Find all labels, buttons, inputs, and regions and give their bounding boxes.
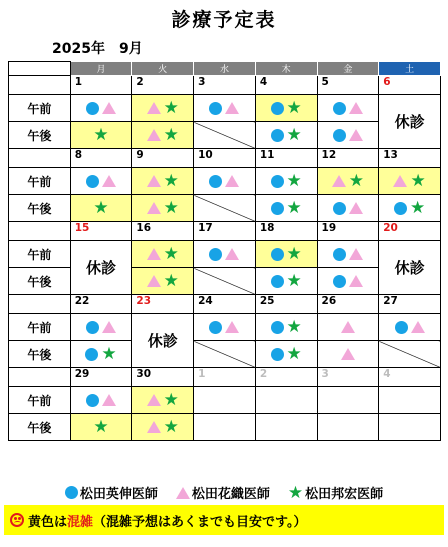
date-row-label — [9, 222, 71, 241]
triangle-icon — [102, 321, 116, 333]
slot-marks — [256, 95, 317, 121]
circle-icon — [86, 394, 99, 407]
pm-slot — [194, 341, 256, 368]
frown-face-icon — [10, 513, 24, 527]
slot-marks — [318, 268, 379, 294]
triangle-icon — [147, 248, 161, 260]
legend-star — [288, 483, 383, 502]
am-slot — [70, 95, 132, 122]
am-label: 午前 — [9, 241, 71, 268]
star-icon: ★ — [163, 244, 179, 264]
circle-icon — [209, 248, 222, 261]
pm-slot — [132, 195, 194, 222]
date-cell: 6 — [379, 76, 441, 95]
am-slot — [255, 241, 317, 268]
pm-slot — [255, 414, 317, 441]
star-icon: ★ — [286, 98, 302, 118]
circle-icon — [271, 202, 284, 215]
legend-triangle-label: 松田花織医師 — [191, 487, 270, 502]
legend-triangle — [176, 483, 270, 502]
note-prefix: 黄色は — [28, 514, 68, 530]
triangle-icon — [147, 202, 161, 214]
closed-label: 休診 — [394, 113, 425, 131]
circle-icon — [65, 486, 78, 499]
star-icon: ★ — [93, 417, 109, 437]
slot-marks — [71, 95, 132, 121]
date-cell: 10 — [194, 149, 256, 168]
weekday-header: 土 — [379, 62, 441, 76]
slot-marks — [256, 341, 317, 367]
slot-marks — [132, 122, 193, 148]
triangle-icon — [225, 248, 239, 260]
date-cell: 24 — [194, 295, 256, 314]
weekday-header: 月 — [70, 62, 132, 76]
pm-slot — [379, 341, 441, 368]
date-row-label — [9, 76, 71, 95]
pm-slot — [379, 414, 441, 441]
pm-slot — [317, 122, 379, 149]
pm-slot — [132, 268, 194, 295]
date-cell: 11 — [255, 149, 317, 168]
triangle-icon — [332, 175, 346, 187]
star-icon: ★ — [286, 271, 302, 291]
triangle-icon — [349, 275, 363, 287]
date-cell: 3 — [194, 76, 256, 95]
date-cell: 1 — [194, 368, 256, 387]
date-row-label — [9, 149, 71, 168]
am-slot — [132, 95, 194, 122]
closed-label: 休診 — [147, 332, 178, 350]
am-slot — [379, 168, 441, 195]
slot-marks — [318, 195, 379, 221]
circle-icon — [271, 175, 284, 188]
date-cell: 30 — [132, 368, 194, 387]
slot-marks — [71, 122, 132, 148]
circle-icon — [86, 175, 99, 188]
slot-marks — [71, 387, 132, 413]
circle-icon — [86, 102, 99, 115]
am-slot — [194, 314, 256, 341]
circle-icon — [86, 321, 99, 334]
am-slot — [132, 241, 194, 268]
star-icon: ★ — [163, 390, 179, 410]
triangle-icon — [102, 102, 116, 114]
pm-slot — [70, 195, 132, 222]
date-cell: 12 — [317, 149, 379, 168]
circle-icon — [333, 275, 346, 288]
date-cell: 3 — [317, 368, 379, 387]
date-row-label — [9, 295, 71, 314]
date-cell: 13 — [379, 149, 441, 168]
circle-icon — [333, 248, 346, 261]
date-cell: 4 — [379, 368, 441, 387]
triangle-icon — [147, 102, 161, 114]
star-icon: ★ — [286, 198, 302, 218]
am-label: 午前 — [9, 314, 71, 341]
triangle-icon — [102, 175, 116, 187]
star-icon: ★ — [409, 198, 426, 218]
slot-marks — [132, 168, 193, 194]
am-slot — [70, 387, 132, 414]
pm-slot — [70, 414, 132, 441]
star-icon: ★ — [163, 125, 179, 145]
closed-cell — [379, 241, 441, 295]
slot-marks — [71, 414, 132, 440]
circle-icon — [271, 102, 284, 115]
pm-slot — [255, 268, 317, 295]
triangle-icon — [147, 129, 161, 141]
am-slot — [379, 387, 441, 414]
am-slot — [194, 168, 256, 195]
pm-slot — [132, 414, 194, 441]
pm-slot — [194, 268, 256, 295]
pm-label: 午後 — [9, 195, 71, 222]
circle-icon — [333, 102, 346, 115]
am-slot — [194, 387, 256, 414]
slot-marks — [256, 268, 317, 294]
am-slot — [379, 314, 441, 341]
date-cell: 5 — [317, 76, 379, 95]
triangle-icon — [393, 175, 407, 187]
triangle-icon — [147, 394, 161, 406]
am-label: 午前 — [9, 95, 71, 122]
slot-marks — [132, 241, 193, 267]
slot-marks — [256, 195, 317, 221]
star-icon: ★ — [163, 198, 179, 218]
pm-label: 午後 — [9, 341, 71, 368]
slot-marks — [71, 314, 132, 340]
star-icon: ★ — [286, 317, 302, 337]
pm-slot — [317, 195, 379, 222]
pm-label: 午後 — [9, 122, 71, 149]
am-slot — [132, 168, 194, 195]
slot-marks — [318, 341, 379, 367]
slot-marks — [318, 241, 379, 267]
slot-marks — [256, 122, 317, 148]
slot-marks — [71, 195, 132, 221]
star-icon: ★ — [286, 244, 302, 264]
slot-marks — [71, 341, 132, 367]
slot-marks — [256, 241, 317, 267]
date-cell: 8 — [70, 149, 132, 168]
date-cell: 2 — [255, 368, 317, 387]
page-title: 診療予定表 — [171, 9, 277, 31]
star-icon: ★ — [286, 125, 302, 145]
am-slot — [255, 95, 317, 122]
date-cell: 27 — [379, 295, 441, 314]
weekday-header: 木 — [255, 62, 317, 76]
date-cell: 23 — [132, 295, 194, 314]
star-icon: ★ — [410, 171, 426, 191]
star-icon: ★ — [101, 344, 117, 364]
slot-marks — [71, 168, 132, 194]
slot-marks — [194, 95, 255, 121]
slot-marks — [379, 195, 440, 221]
pm-slot — [317, 268, 379, 295]
triangle-icon — [147, 275, 161, 287]
slot-marks — [256, 168, 317, 194]
date-cell: 22 — [70, 295, 132, 314]
pm-label: 午後 — [9, 268, 71, 295]
date-cell: 16 — [132, 222, 194, 241]
pm-slot — [255, 341, 317, 368]
triangle-icon — [225, 175, 239, 187]
circle-icon — [271, 348, 284, 361]
circle-icon — [271, 248, 284, 261]
am-slot — [132, 387, 194, 414]
am-slot — [317, 387, 379, 414]
date-cell: 20 — [379, 222, 441, 241]
pm-slot — [194, 195, 256, 222]
month-label: 2025年 9月 — [52, 41, 143, 57]
slot-marks — [132, 268, 193, 294]
circle-icon — [333, 129, 346, 142]
star-icon: ★ — [348, 171, 364, 191]
circle-icon — [271, 321, 284, 334]
slot-marks — [132, 387, 193, 413]
pm-slot — [70, 341, 132, 368]
pm-slot — [70, 122, 132, 149]
circle-icon — [394, 202, 407, 215]
star-icon: ★ — [163, 417, 179, 437]
am-slot — [317, 314, 379, 341]
triangle-icon — [225, 321, 239, 333]
slot-marks — [379, 168, 440, 194]
circle-icon — [209, 175, 222, 188]
star-icon: ★ — [287, 482, 304, 503]
circle-icon — [395, 321, 408, 334]
am-slot — [255, 387, 317, 414]
am-slot — [317, 241, 379, 268]
pm-slot — [379, 195, 441, 222]
triangle-icon — [341, 348, 355, 360]
date-cell: 1 — [70, 76, 132, 95]
legend-star-label: 松田邦宏医師 — [305, 487, 384, 502]
star-icon: ★ — [93, 125, 109, 145]
closed-label: 休診 — [394, 259, 425, 277]
circle-icon — [271, 275, 284, 288]
pm-slot — [194, 122, 256, 149]
star-icon: ★ — [163, 271, 179, 291]
closed-cell — [70, 241, 132, 295]
triangle-icon — [349, 129, 363, 141]
pm-slot — [132, 122, 194, 149]
date-cell: 15 — [70, 222, 132, 241]
legend-circle-label: 松田英伸医師 — [79, 487, 158, 502]
star-icon: ★ — [163, 171, 179, 191]
pm-slot — [194, 414, 256, 441]
slot-marks — [318, 168, 379, 194]
triangle-icon — [411, 321, 425, 333]
am-slot — [317, 168, 379, 195]
date-cell: 19 — [317, 222, 379, 241]
date-cell: 29 — [70, 368, 132, 387]
pm-label: 午後 — [9, 414, 71, 441]
slot-marks — [194, 168, 255, 194]
header-corner — [9, 62, 71, 76]
slot-marks — [132, 414, 193, 440]
pm-slot — [317, 414, 379, 441]
slot-marks — [132, 195, 193, 221]
date-cell: 9 — [132, 149, 194, 168]
triangle-icon — [349, 202, 363, 214]
legend-circle — [65, 483, 158, 502]
circle-icon — [333, 202, 346, 215]
note-bar — [4, 505, 444, 535]
pm-slot — [255, 122, 317, 149]
closed-cell — [379, 95, 441, 149]
triangle-icon — [147, 421, 161, 433]
pm-slot — [317, 341, 379, 368]
schedule-table — [8, 61, 441, 441]
triangle-icon — [176, 487, 190, 499]
pm-slot — [255, 195, 317, 222]
am-slot — [194, 95, 256, 122]
closed-cell — [132, 314, 194, 368]
slot-marks — [194, 241, 255, 267]
slot-marks — [379, 314, 440, 340]
circle-icon — [271, 129, 284, 142]
note-suffix: （混雑予想はあくまでも目安です。） — [93, 514, 307, 530]
date-row-label — [9, 368, 71, 387]
am-label: 午前 — [9, 387, 71, 414]
weekday-header: 水 — [194, 62, 256, 76]
slot-marks — [318, 95, 379, 121]
date-cell: 25 — [255, 295, 317, 314]
slot-marks — [318, 314, 379, 340]
star-icon: ★ — [286, 171, 302, 191]
slot-marks — [318, 122, 379, 148]
am-slot — [317, 95, 379, 122]
triangle-icon — [102, 394, 116, 406]
am-slot — [255, 314, 317, 341]
circle-icon — [85, 348, 98, 361]
date-cell: 26 — [317, 295, 379, 314]
legend — [0, 483, 448, 502]
closed-label: 休診 — [86, 259, 117, 277]
slot-marks — [132, 95, 193, 121]
triangle-icon — [225, 102, 239, 114]
date-cell: 18 — [255, 222, 317, 241]
note-busy: 混雑 — [67, 514, 94, 530]
triangle-icon — [341, 321, 355, 333]
triangle-icon — [349, 102, 363, 114]
am-slot — [70, 168, 132, 195]
am-label: 午前 — [9, 168, 71, 195]
slot-marks — [194, 314, 255, 340]
slot-marks — [256, 314, 317, 340]
weekday-header: 火 — [132, 62, 194, 76]
am-slot — [255, 168, 317, 195]
date-cell: 2 — [132, 76, 194, 95]
circle-icon — [209, 102, 222, 115]
star-icon: ★ — [163, 98, 179, 118]
am-slot — [70, 314, 132, 341]
date-cell: 17 — [194, 222, 256, 241]
am-slot — [194, 241, 256, 268]
triangle-icon — [147, 175, 161, 187]
date-cell: 4 — [255, 76, 317, 95]
circle-icon — [209, 321, 222, 334]
weekday-header: 金 — [317, 62, 379, 76]
star-icon: ★ — [93, 198, 109, 218]
triangle-icon — [349, 248, 363, 260]
star-icon: ★ — [286, 344, 302, 364]
